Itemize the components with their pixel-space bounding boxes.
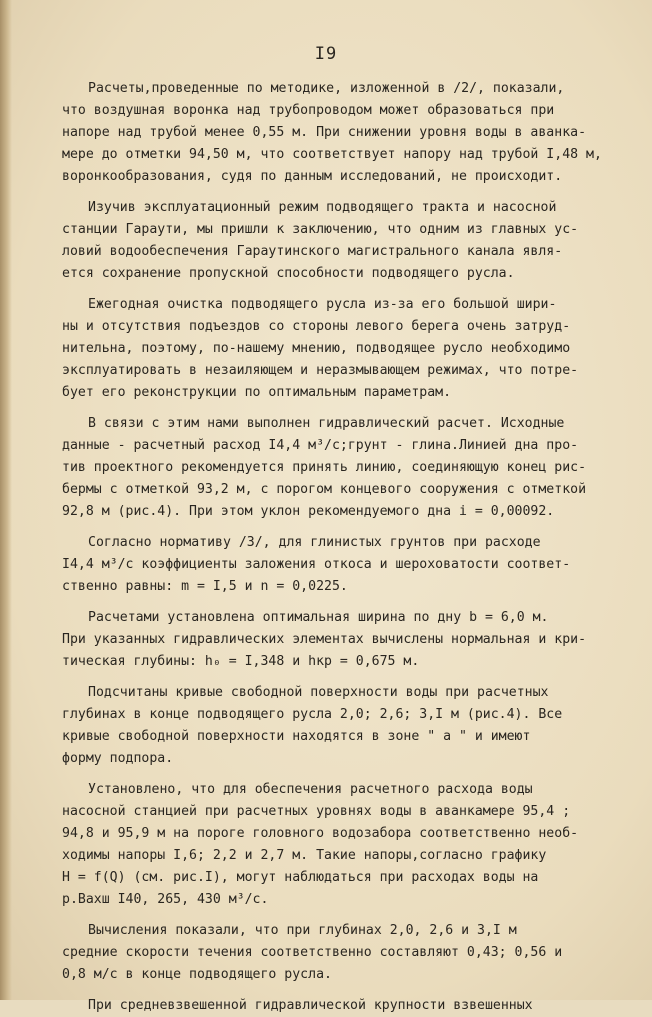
text-line: I4,4 м³/с коэффициенты заложения откоса и шероховатости соответ-	[62, 557, 571, 572]
text-line: ется сохранение пропускной способности подводящего русла.	[62, 266, 515, 281]
text-line: что воздушная воронка над трубопроводом может образоваться при	[62, 103, 555, 118]
text-line: ственно равны: m = I,5 и n = 0,0225.	[62, 579, 348, 594]
text-line: Подсчитаны кривые свободной поверхности воды при расчетных	[88, 685, 549, 700]
text-line: тическая глубины: h₀ = I,348 и hкр = 0,675 м.	[62, 654, 420, 669]
text-line: Изучив эксплуатационный режим подводящего тракта и насосной	[88, 200, 557, 215]
text-line: Расчетами установлена оптимальная ширина по дну b = 6,0 м.	[88, 610, 549, 625]
text-line: 94,8 и 95,9 м на пороге головного водозабора соответственно необ-	[62, 826, 579, 841]
text-line: форму подпора.	[62, 751, 174, 766]
text-line: эксплуатировать в незаиляющем и неразмывающем режимах, что потре-	[62, 363, 579, 378]
paragraph	[62, 920, 610, 986]
page-binding-shadow	[0, 0, 12, 1000]
paragraph	[62, 532, 610, 598]
text-line: При указанных гидравлических элементах вычислены нормальная и кри-	[62, 632, 587, 647]
text-line: воронкообразования, судя по данным исследований, не происходит.	[62, 169, 563, 184]
text-line: Согласно нормативу /3/, для глинистых грунтов при расходе	[88, 535, 541, 550]
paragraph-gap	[62, 986, 610, 995]
text-line: В связи с этим нами выполнен гидравлический расчет. Исходные	[88, 416, 565, 431]
text-line: тив проектного рекомендуется принять линию, соединяющую конец рис-	[62, 460, 587, 475]
paragraph-gap	[62, 911, 610, 920]
paragraph-gap	[62, 285, 610, 294]
text-line: насосной станцией при расчетных уровнях воды в аванкамере 95,4 ;	[62, 804, 571, 819]
text-line: глубинах в конце подводящего русла 2,0; 2,6; 3,I м (рис.4). Все	[62, 707, 563, 722]
text-line: мере до отметки 94,50 м, что соответствует напору над трубой I,48 м,	[62, 147, 602, 162]
paragraph	[62, 682, 610, 770]
paragraph	[62, 779, 610, 911]
paragraph	[62, 995, 610, 1017]
text-line: Ежегодная очистка подводящего русла из-за его большой шири-	[88, 297, 557, 312]
text-line: ловий водообеспечения Гараутинского магистрального канала явля-	[62, 244, 563, 259]
paragraph	[62, 294, 610, 404]
text-line: ны и отсутствия подъездов со стороны левого берега очень затруд-	[62, 319, 571, 334]
paragraph-gap	[62, 523, 610, 532]
text-line: р.Вахш I40, 265, 430 м³/с.	[62, 892, 269, 907]
text-line: бермы с отметкой 93,2 м, с порогом концевого сооружения с отметкой	[62, 482, 587, 497]
paragraph-gap	[62, 673, 610, 682]
text-line: H = f(Q) (см. рис.I), могут наблюдаться при расходах воды на	[62, 870, 539, 885]
text-line: При средневзвешенной гидравлической крупности взвешенных	[88, 998, 533, 1013]
text-line: напоре над трубой менее 0,55 м. При снижении уровня воды в аванка-	[62, 125, 587, 140]
paragraph-gap	[62, 770, 610, 779]
text-line: 92,8 м (рис.4). При этом уклон рекомендуемого дна i = 0,00092.	[62, 504, 555, 519]
paragraph	[62, 78, 610, 188]
paragraph-gap	[62, 188, 610, 197]
paragraph	[62, 413, 610, 523]
text-line: Установлено, что для обеспечения расчетного расхода воды	[88, 782, 533, 797]
document-body	[62, 78, 610, 1017]
text-line: 0,8 м/с в конце подводящего русла.	[62, 967, 332, 982]
text-line: кривые свободной поверхности находятся в зоне " a " и имеют	[62, 729, 531, 744]
text-line: станции Гараути, мы пришли к заключению, что одним из главных ус-	[62, 222, 579, 237]
text-line: Расчеты,проведенные по методике, изложенной в /2/, показали,	[88, 81, 565, 96]
paragraph-gap	[62, 404, 610, 413]
text-line: нительна, поэтому, по-нашему мнению, подводящее русло необходимо	[62, 341, 571, 356]
text-line: Вычисления показали, что при глубинах 2,0, 2,6 и 3,I м	[88, 923, 517, 938]
page-number: I9	[314, 44, 338, 64]
paragraph-gap	[62, 598, 610, 607]
text-line: ходимы напоры I,6; 2,2 и 2,7 м. Такие напоры,согласно графику	[62, 848, 547, 863]
text-line: данные - расчетный расход I4,4 м³/с;грунт - глина.Линией дна про-	[62, 438, 579, 453]
paragraph	[62, 607, 610, 673]
text-line: бует его реконструкции по оптимальным параметрам.	[62, 385, 452, 400]
text-line: средние скорости течения соответственно составляют 0,43; 0,56 и	[62, 945, 563, 960]
paragraph	[62, 197, 610, 285]
